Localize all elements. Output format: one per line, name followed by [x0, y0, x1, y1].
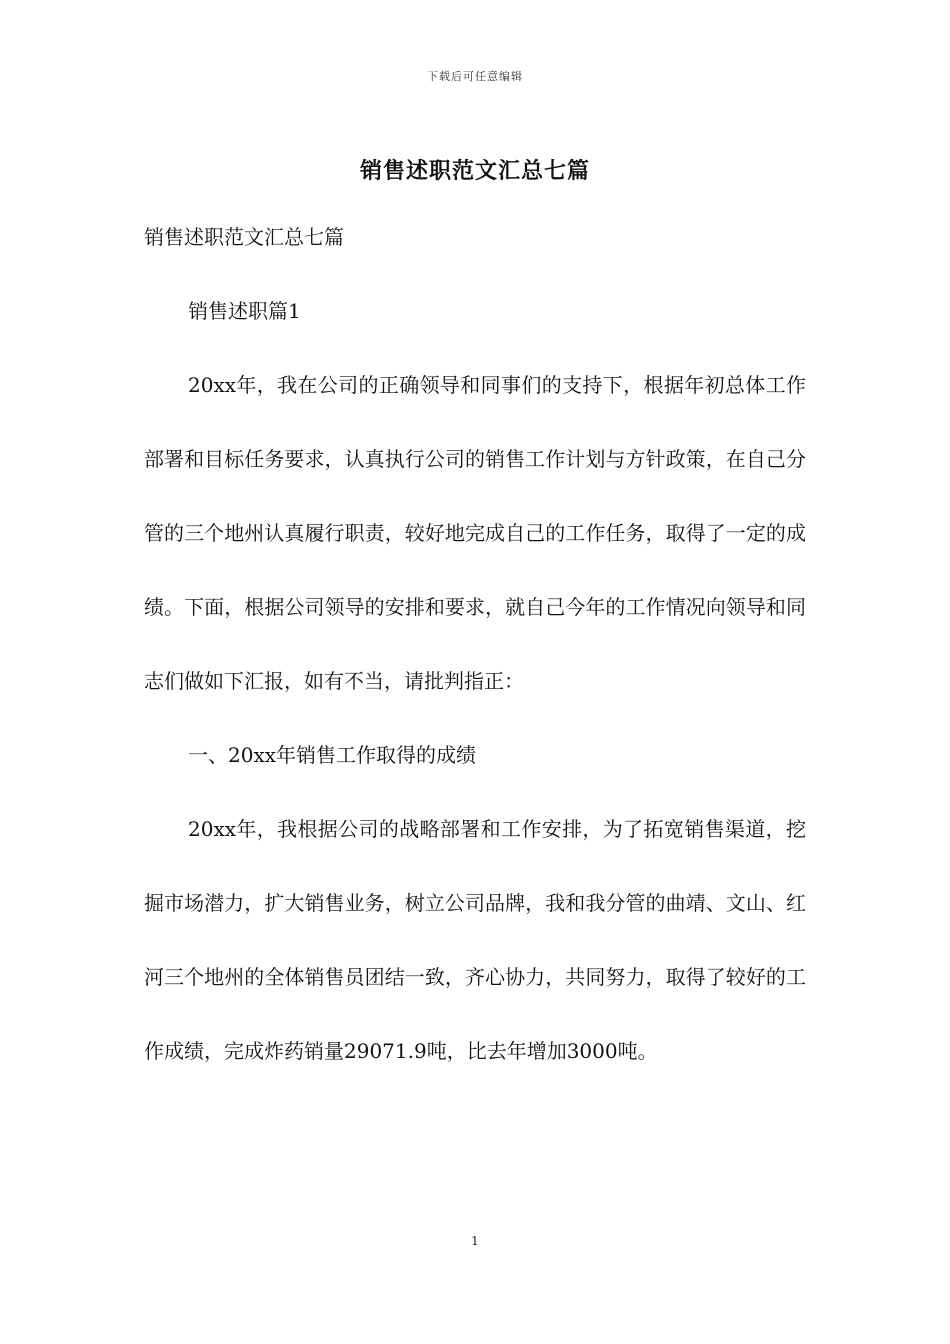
header-note: 下载后可任意编辑: [427, 70, 523, 83]
page-number: 1: [471, 1234, 479, 1248]
paragraph-subtitle: 销售述职范文汇总七篇: [144, 225, 344, 249]
document-body: [144, 200, 806, 1088]
paragraph-section-heading: 销售述职篇1: [188, 299, 301, 323]
paragraph-achievements-heading: 一、20xx年销售工作取得的成绩: [188, 743, 477, 767]
document-title: 销售述职范文汇总七篇: [359, 158, 590, 184]
paragraph-achievements: 20xx年，我根据公司的战略部署和工作安排，为了拓宽销售渠道，挖掘市场潜力，扩大销售业务，树立公司品牌，我和我分管的曲靖、文山、红河三个地州的全体销售员团结一致，齐心协力，共同努力，取得了较好的工作成绩，完成炸药销量29071.9吨，比去年增加3000吨。: [144, 817, 806, 1063]
paragraph-intro: 20xx年，我在公司的正确领导和同事们的支持下，根据年初总体工作部署和目标任务要求，认真执行公司的销售工作计划与方针政策，在自己分管的三个地州认真履行职责，较好地完成自己的工作任务，取得了一定的成绩。下面，根据公司领导的安排和要求，就自己今年的工作情况向领导和同志们做如下汇报，如有不当，请批判指正：: [144, 373, 806, 693]
